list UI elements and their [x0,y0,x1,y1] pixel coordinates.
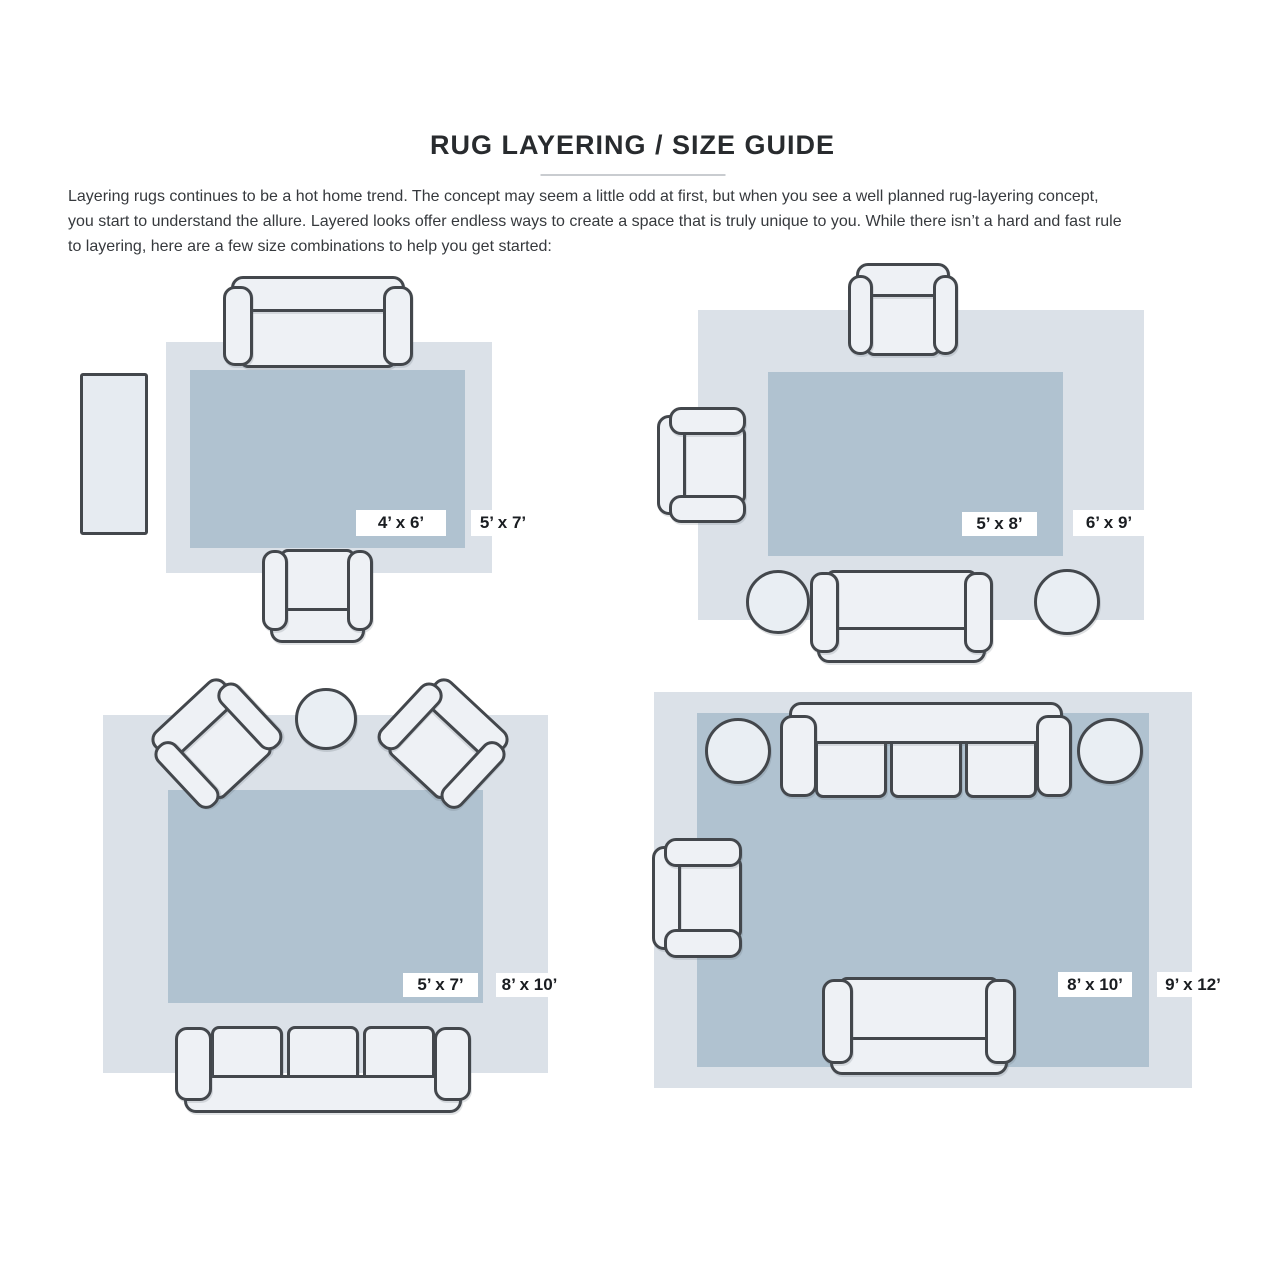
sofa-arm [985,979,1016,1064]
chair-seat [679,426,746,505]
three-seat-sofa [780,702,1072,802]
intro-paragraph [68,184,1122,259]
chair-arm [933,275,958,355]
sofa-arm [175,1027,212,1102]
round-side-table [295,688,357,750]
armchair [848,263,958,358]
outer-rug-size-label: 9’ x 12’ [1157,972,1229,997]
inner-rug-size-label: 4’ x 6’ [356,510,446,536]
chair-arm [669,495,746,523]
sofa-arm [383,286,413,366]
three-seat-sofa [175,1022,471,1113]
chair-arm [848,275,873,355]
armchair [652,838,744,958]
runner-rug [80,373,148,535]
chair-arm [347,550,373,631]
loveseat-sofa [810,568,993,663]
chair-seat [674,857,742,939]
chair-arm [669,407,746,435]
round-side-table [705,718,771,784]
sofa-back [184,1075,462,1113]
intro-line: to layering, here are a few size combinations to help you get started: [68,238,552,255]
sofa-arm [822,979,853,1064]
outer-rug-size-label: 6’ x 9’ [1073,510,1145,536]
inner-rug-size-label: 5’ x 8’ [962,512,1037,536]
sofa-arm [1036,715,1073,797]
inner-rug-size-label: 8’ x 10’ [1058,972,1132,997]
loveseat-sofa [822,975,1016,1075]
sofa-arm [434,1027,471,1102]
inner-rug [168,790,483,1003]
page-title: RUG LAYERING / SIZE GUIDE [429,130,836,160]
title-divider [540,174,725,176]
sofa-arm [810,572,839,653]
armchair [657,407,748,523]
armchair [262,547,373,643]
round-side-table [1034,569,1100,635]
sofa-arm [223,286,253,366]
sofa-back [789,702,1063,744]
sofa-arm [780,715,817,797]
outer-rug-size-label: 8’ x 10’ [496,973,563,997]
intro-line: you start to understand the allure. Layered looks offer endless ways to create a space that is truly unique to you. While there isn’t a hard and fast rule [68,213,1122,230]
sofa-back [817,627,985,663]
sofa-back [231,276,406,312]
round-side-table [1077,718,1143,784]
loveseat-sofa [223,276,413,370]
intro-line: Layering rugs continues to be a hot home trend. The concept may seem a little odd at first, but when you see a well planned rug-layering concept, [68,188,1099,205]
chair-arm [262,550,288,631]
outer-rug-size-label: 5’ x 7’ [471,510,535,536]
inner-rug-size-label: 5’ x 7’ [403,973,478,997]
sofa-arm [964,572,993,653]
chair-arm [664,838,742,867]
chair-arm [664,929,742,958]
round-side-table [746,570,810,634]
sofa-back [830,1037,1008,1075]
